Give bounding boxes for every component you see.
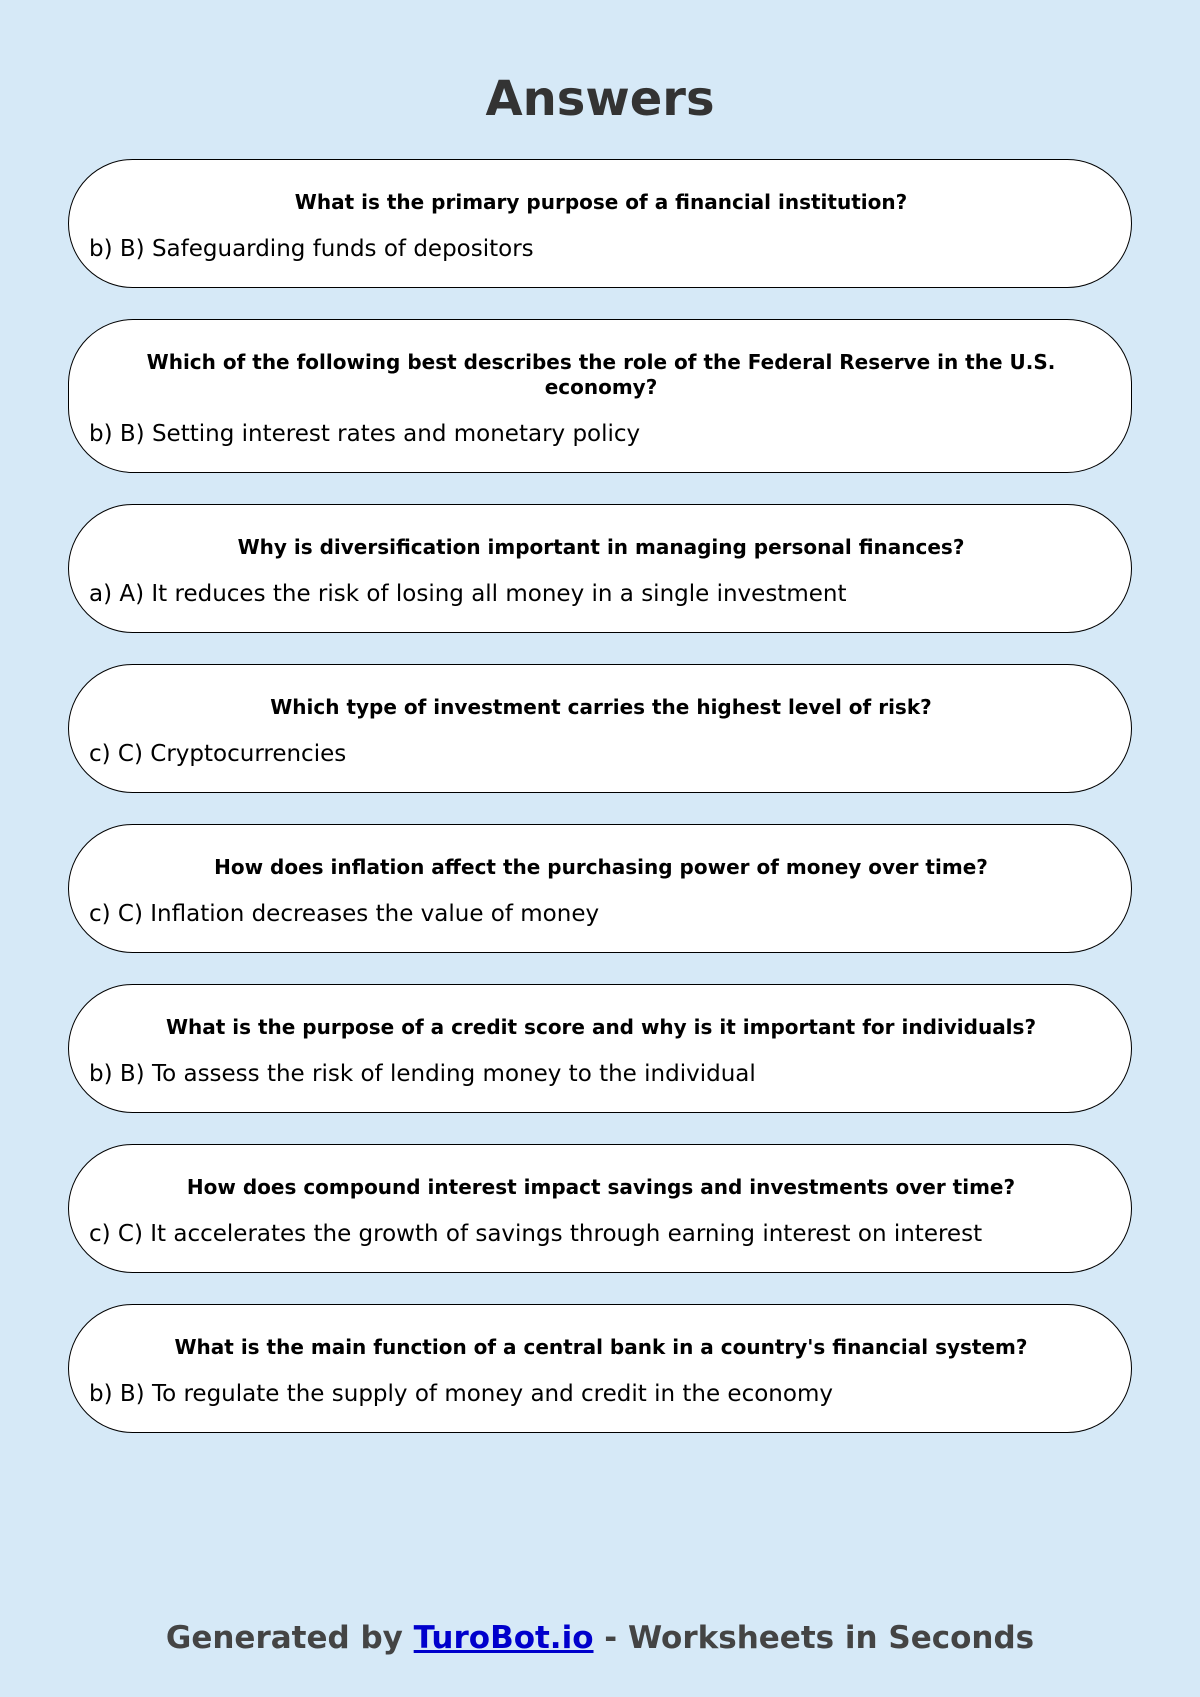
answer-text: b) B) To assess the risk of lending money to the individual (89, 1061, 756, 1087)
footer-suffix: - Worksheets in Seconds (593, 1620, 1035, 1656)
answer-card (68, 984, 1132, 1113)
answer-text: b) B) To regulate the supply of money and credit in the economy (89, 1381, 833, 1407)
question-text: What is the main function of a central bank in a country's financial system? (174, 1335, 1028, 1359)
answer-text: b) B) Safeguarding funds of depositors (89, 236, 534, 262)
question-text: How does inflation affect the purchasing power of money over time? (214, 855, 988, 879)
question-text: What is the purpose of a credit score and why is it important for individuals? (165, 1015, 1037, 1039)
question-text: Which of the following best describes the role of the Federal Reserve in the U.S. economy? (146, 350, 1056, 399)
answer-card (68, 1304, 1132, 1433)
question-text: Why is diversification important in managing personal finances? (237, 535, 965, 559)
question-text: What is the primary purpose of a financial institution? (294, 190, 908, 214)
answer-text: c) C) Cryptocurrencies (89, 741, 347, 767)
answer-text: c) C) It accelerates the growth of savings through earning interest on interest (89, 1221, 983, 1247)
page-title: Answers (485, 71, 715, 127)
answer-card (68, 504, 1132, 633)
answer-text: c) C) Inflation decreases the value of money (89, 901, 600, 927)
answer-list (68, 159, 1132, 1464)
answer-card (68, 824, 1132, 953)
footer-prefix: Generated by (165, 1620, 414, 1656)
answer-text: b) B) Setting interest rates and monetary policy (89, 421, 641, 447)
footer (0, 1618, 1200, 1658)
answer-text: a) A) It reduces the risk of losing all money in a single investment (89, 581, 847, 607)
answer-card (68, 319, 1132, 473)
turobot-link[interactable]: TuroBot.io (413, 1620, 594, 1656)
question-text: Which type of investment carries the highest level of risk? (270, 695, 932, 719)
answer-card (68, 664, 1132, 793)
answer-card (68, 1144, 1132, 1273)
answer-card (68, 159, 1132, 288)
question-text: How does compound interest impact savings and investments over time? (186, 1175, 1016, 1199)
